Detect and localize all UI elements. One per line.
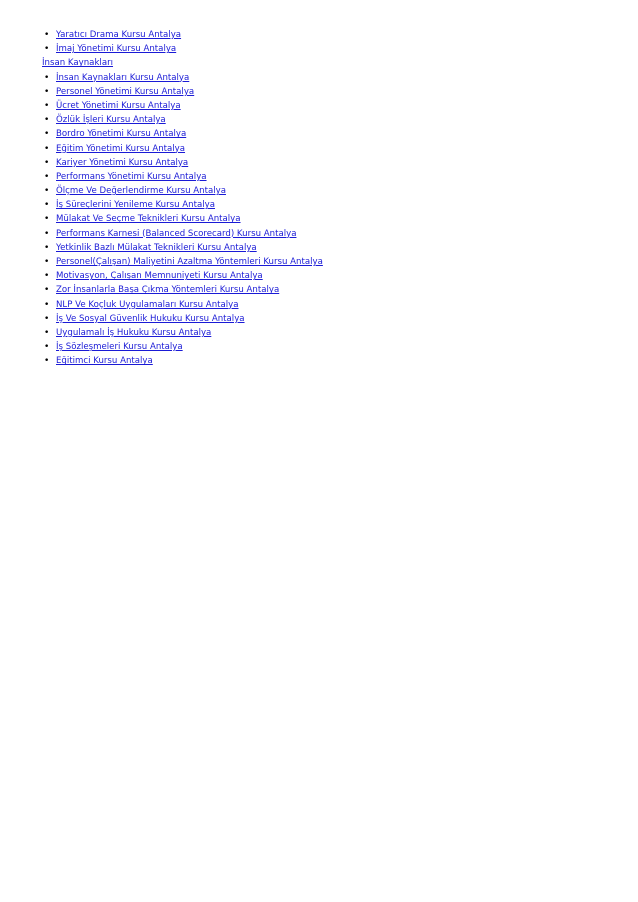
bullet-icon: • xyxy=(44,72,50,83)
bullet-icon: • xyxy=(44,257,50,267)
course-link[interactable]: Yetkinlik Bazlı Mülakat Teknikleri Kursu Antalya xyxy=(56,242,257,253)
course-link[interactable]: Yaratıcı Drama Kursu Antalya xyxy=(56,30,182,40)
bullet-icon: • xyxy=(44,271,50,282)
bullet-icon: • xyxy=(44,157,50,168)
bullet-icon: • xyxy=(44,30,50,40)
section-heading-link[interactable]: İnsan Kaynakları xyxy=(42,58,114,69)
list-item xyxy=(42,326,602,340)
course-link[interactable]: Performans Karnesi (Balanced Scorecard) Kursu Antalya xyxy=(56,228,297,239)
course-link[interactable]: Ölçme Ve Değerlendirme Kursu Antalya xyxy=(56,186,226,197)
top-link-list xyxy=(42,28,602,56)
bullet-icon: • xyxy=(44,100,50,111)
bullet-icon: • xyxy=(44,327,50,338)
document-page xyxy=(42,28,602,369)
list-item xyxy=(42,255,602,269)
list-item xyxy=(42,212,602,226)
bullet-icon: • xyxy=(44,129,50,140)
list-item xyxy=(42,156,602,170)
bullet-icon: • xyxy=(44,86,50,97)
course-link[interactable]: İş Ve Sosyal Güvenlik Hukuku Kursu Antalya xyxy=(56,313,245,324)
course-link[interactable]: İmaj Yönetimi Kursu Antalya xyxy=(56,44,177,55)
list-item xyxy=(42,85,602,99)
list-item xyxy=(42,269,602,283)
list-item xyxy=(42,354,602,368)
bullet-icon: • xyxy=(44,44,50,55)
course-link[interactable]: Mülakat Ve Seçme Teknikleri Kursu Antalya xyxy=(56,214,241,225)
course-link[interactable]: Personel Yönetimi Kursu Antalya xyxy=(56,86,195,97)
bullet-icon: • xyxy=(44,171,50,182)
list-item xyxy=(42,113,602,127)
course-link[interactable]: Performans Yönetimi Kursu Antalya xyxy=(56,171,207,182)
list-item xyxy=(42,142,602,156)
course-link[interactable]: Bordro Yönetimi Kursu Antalya xyxy=(56,129,187,140)
list-item xyxy=(42,99,602,113)
bullet-icon: • xyxy=(44,313,50,324)
bullet-icon: • xyxy=(44,214,50,225)
course-link[interactable]: İş Sözleşmeleri Kursu Antalya xyxy=(56,342,183,353)
course-link[interactable]: Ücret Yönetimi Kursu Antalya xyxy=(56,100,181,111)
bullet-icon: • xyxy=(44,115,50,126)
bullet-icon: • xyxy=(44,356,50,367)
course-link[interactable]: Özlük İşleri Kursu Antalya xyxy=(56,115,166,126)
bullet-icon: • xyxy=(44,143,50,154)
course-link[interactable]: Uygulamalı İş Hukuku Kursu Antalya xyxy=(56,327,212,338)
list-item xyxy=(42,298,602,312)
course-link[interactable]: İnsan Kaynakları Kursu Antalya xyxy=(56,72,190,83)
list-item xyxy=(42,184,602,198)
course-link[interactable]: Motivasyon, Çalışan Memnuniyeti Kursu Antalya xyxy=(56,271,263,282)
list-item xyxy=(42,71,602,85)
course-link[interactable]: NLP Ve Koçluk Uygulamaları Kursu Antalya xyxy=(56,299,239,310)
bullet-icon: • xyxy=(44,285,50,296)
bullet-icon: • xyxy=(44,186,50,197)
hr-link-list xyxy=(42,71,602,369)
list-item xyxy=(42,241,602,255)
bullet-icon: • xyxy=(44,200,50,211)
course-link[interactable]: Eğitimci Kursu Antalya xyxy=(56,356,153,367)
list-item xyxy=(42,127,602,141)
bullet-icon: • xyxy=(44,242,50,253)
list-item xyxy=(42,42,602,56)
list-item xyxy=(42,340,602,354)
bullet-icon: • xyxy=(44,228,50,239)
list-item xyxy=(42,28,602,42)
bullet-icon: • xyxy=(44,299,50,310)
course-link[interactable]: İş Süreçlerini Yenileme Kursu Antalya xyxy=(56,200,215,211)
course-link[interactable]: Zor İnsanlarla Başa Çıkma Yöntemleri Kursu Antalya xyxy=(56,285,280,296)
list-item xyxy=(42,227,602,241)
list-item xyxy=(42,198,602,212)
bullet-icon: • xyxy=(44,342,50,353)
course-link[interactable]: Personel(Çalışan) Maliyetini Azaltma Yöntemleri Kursu Antalya xyxy=(56,257,323,267)
list-item xyxy=(42,170,602,184)
course-link[interactable]: Kariyer Yönetimi Kursu Antalya xyxy=(56,157,189,168)
list-item xyxy=(42,283,602,297)
list-item xyxy=(42,312,602,326)
course-link[interactable]: Eğitim Yönetimi Kursu Antalya xyxy=(56,143,186,154)
